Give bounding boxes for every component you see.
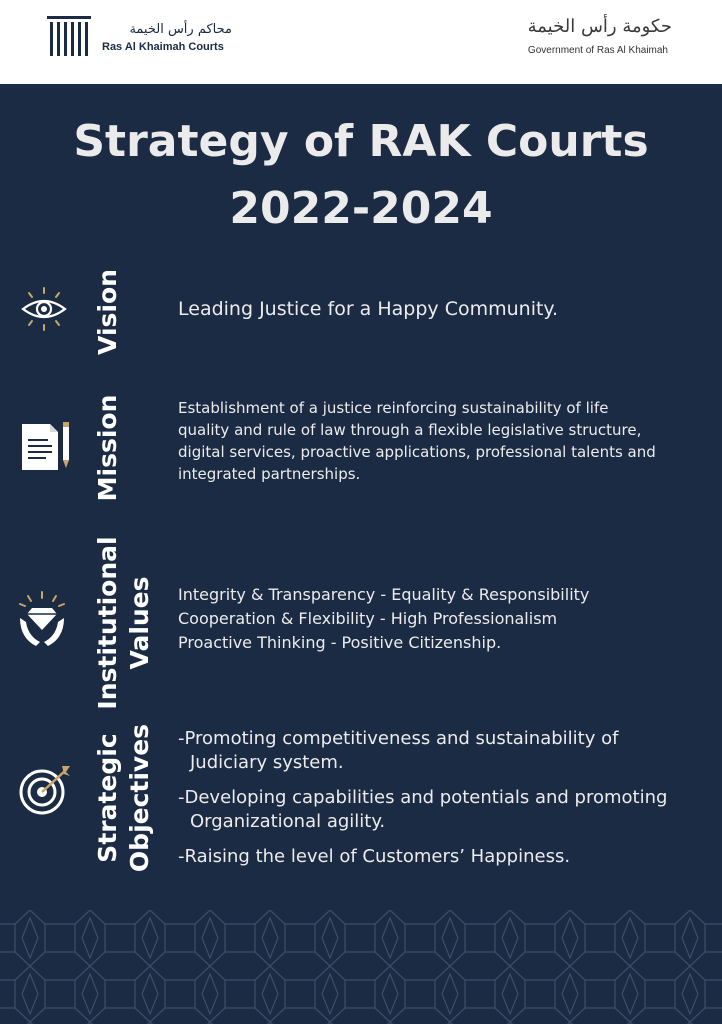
mission-line: digital services, proactive applications, professional talents and [178,443,656,461]
mission-text [178,397,708,485]
objectives-label [92,724,156,872]
mission-line: integrated partnerships. [178,465,361,483]
target-icon [18,764,72,816]
vision-label: Vision [93,269,122,355]
objective-line: Organizational agility. [190,811,386,832]
values-line: Proactive Thinking - Positive Citizenship. [178,633,502,652]
vision-text: Leading Justice for a Happy Community. [178,298,558,320]
values-line: Integrity & Transparency - Equality & Responsibility [178,585,590,604]
objective-line: -Promoting competitiveness and sustainability of [178,728,619,749]
objective-item [178,786,667,834]
courts-english-name: Ras Al Khaimah Courts [102,41,224,53]
objective-line: -Developing capabilities and potentials and promoting [178,787,668,808]
objective-item [178,845,667,869]
values-label-line: Institutional [93,536,122,710]
objectives-label-line: Strategic [93,733,122,863]
government-arabic-name: حكومة رأس الخيمة [527,16,672,37]
objective-line: -Raising the level of Customers’ Happiness. [178,846,571,867]
page-title-years: 2022-2024 [229,183,493,234]
objectives-label-line: Objectives [125,723,154,873]
document-pen-icon [18,418,74,474]
objective-line: Judiciary system. [190,752,344,773]
diamond-hands-icon [16,590,68,650]
mission-label: Mission [93,394,122,502]
government-of-ras-al-khaimah-logo [500,14,680,64]
values-label [92,536,156,709]
courts-emblem-icon [46,14,92,58]
values-text [178,583,589,655]
ras-al-khaimah-courts-logo [46,12,246,62]
mission-line: quality and rule of law through a flexible legislative structure, [178,421,642,439]
mission-line: Establishment of a justice reinforcing sustainability of life [178,399,609,417]
page-title: Strategy of RAK Courts [73,116,649,167]
courts-arabic-name: محاكم رأس الخيمة [129,22,232,37]
geometric-pattern [0,910,722,1024]
government-english-name: Government of Ras Al Khaimah [527,45,668,56]
values-label-line: Values [125,576,154,670]
objectives-text [178,727,667,880]
header-bar [0,0,722,84]
eye-icon [20,285,68,333]
values-line: Cooperation & Flexibility - High Professionalism [178,609,558,628]
objective-item [178,727,667,775]
